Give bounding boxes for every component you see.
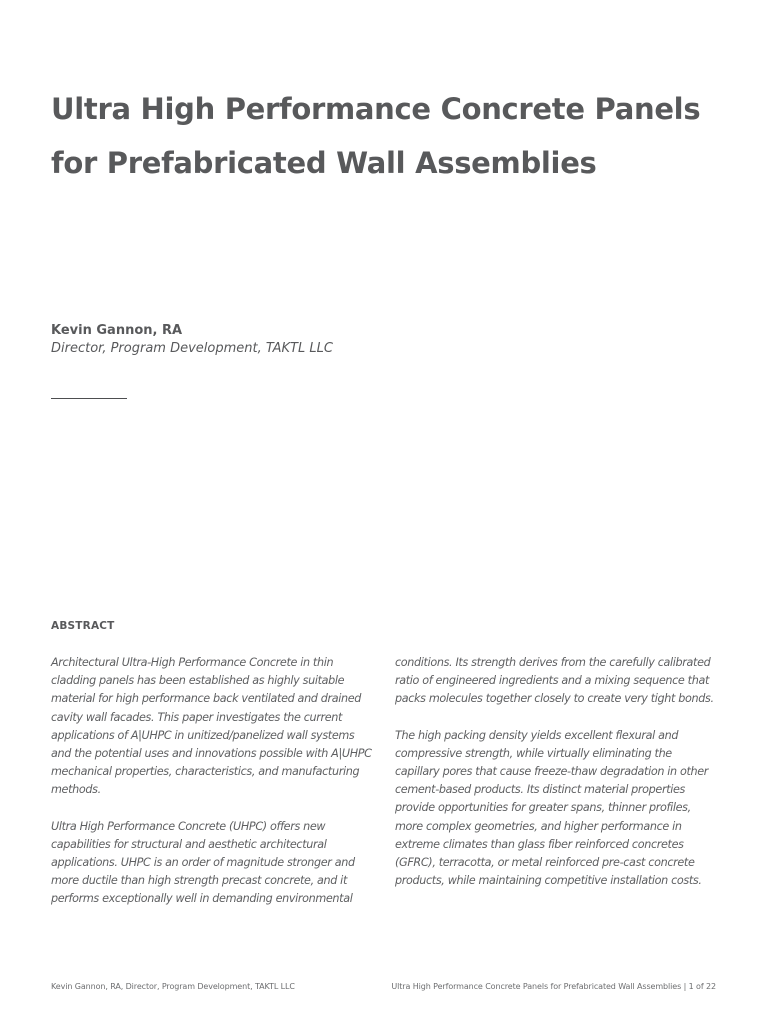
- abstract-line: extreme climates than glass fiber reinforced concretes: [395, 837, 684, 851]
- abstract-line: compressive strength, while virtually eliminating the: [395, 746, 672, 760]
- abstract-line: cavity wall facades. This paper investigates the current: [51, 710, 343, 724]
- author-block: [51, 322, 551, 358]
- abstract-paragraph: [395, 654, 725, 709]
- abstract-line: and the potential uses and innovations possible with A|UHPC: [51, 747, 372, 761]
- abstract-line: Architectural Ultra-High Performance Concrete in thin: [51, 656, 334, 669]
- abstract-line: ratio of engineered ingredients and a mixing sequence that: [395, 674, 709, 688]
- abstract-line: more complex geometries, and higher performance in: [395, 819, 682, 833]
- abstract-line: provide opportunities for greater spans, thinner profiles,: [395, 801, 691, 815]
- abstract-line: packs molecules together closely to create very tight bonds.: [395, 692, 714, 706]
- abstract-paragraph: [51, 818, 381, 909]
- abstract-line: capabilities for structural and aesthetic architectural: [51, 837, 327, 851]
- paper-title-line-1: Ultra High Performance Concrete Panels: [51, 92, 701, 126]
- abstract-line: products, while maintaining competitive installation costs.: [395, 874, 702, 888]
- author-role: Director, Program Development, TAKTL LLC: [51, 341, 333, 356]
- divider-rule: [51, 398, 127, 399]
- abstract-line: applications of A|UHPC in unitized/panelized wall systems: [51, 728, 355, 742]
- abstract-line: Ultra High Performance Concrete (UHPC) offers new: [51, 819, 326, 833]
- abstract-line: cladding panels has been established as highly suitable: [51, 674, 345, 688]
- paper-title: [51, 82, 751, 190]
- footer-author: Kevin Gannon, RA, Director, Program Development, TAKTL LLC: [51, 982, 295, 991]
- abstract-line: applications. UHPC is an order of magnitude stronger and: [51, 856, 355, 870]
- abstract-line: (GFRC), terracotta, or metal reinforced pre-cast concrete: [395, 856, 695, 870]
- abstract-line: performs exceptionally well in demanding environmental: [51, 892, 353, 906]
- paper-title-line-2: for Prefabricated Wall Assemblies: [51, 146, 597, 180]
- abstract-heading: ABSTRACT: [51, 620, 115, 632]
- footer-title-page: Ultra High Performance Concrete Panels for Prefabricated Wall Assemblies | 1 of 22: [391, 982, 716, 991]
- abstract-line: mechanical properties, characteristics, and manufacturing: [51, 765, 360, 779]
- abstract-left-column: [51, 654, 381, 927]
- abstract-line: conditions. Its strength derives from the carefully calibrated: [395, 656, 711, 669]
- abstract-line: material for high performance back ventilated and drained: [51, 692, 362, 706]
- author-name: Kevin Gannon, RA: [51, 323, 183, 338]
- abstract-line: methods.: [51, 783, 101, 797]
- abstract-right-column: [395, 654, 725, 908]
- abstract-line: The high packing density yields excellent flexural and: [395, 728, 679, 742]
- abstract-line: more ductile than high strength precast concrete, and it: [51, 874, 347, 888]
- abstract-line: cement-based products. Its distinct material properties: [395, 783, 685, 797]
- abstract-paragraph: [395, 727, 725, 891]
- abstract-paragraph: [51, 654, 381, 800]
- abstract-line: capillary pores that cause freeze-thaw degradation in other: [395, 765, 709, 779]
